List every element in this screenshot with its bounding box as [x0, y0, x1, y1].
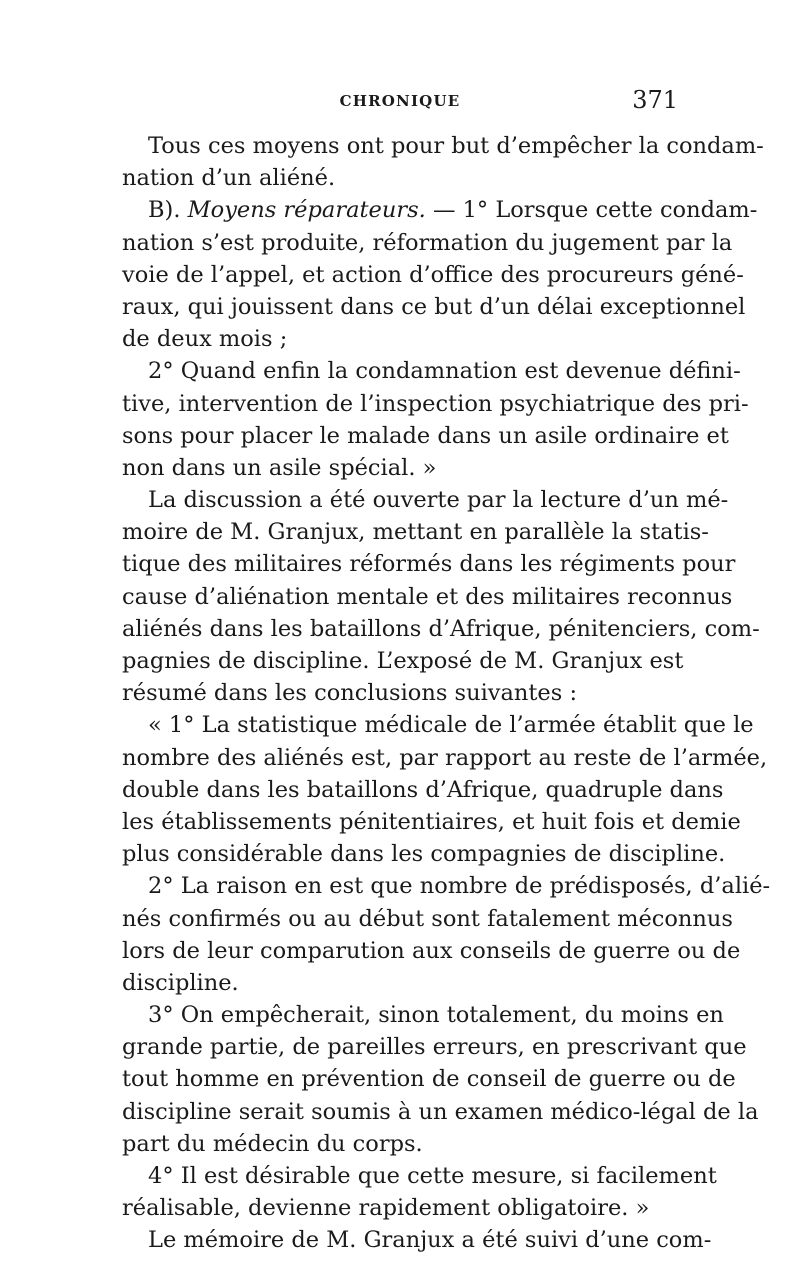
page-number: 371 — [632, 86, 678, 114]
running-title: CHRONIQUE — [339, 92, 461, 110]
text-line: non dans un asile spécial. » — [122, 454, 437, 481]
text-line: aliénés dans les bataillons d’Afrique, pénitenciers, com- — [122, 615, 760, 642]
text-line: voie de l’appel, et action d’office des procureurs géné- — [122, 261, 744, 288]
text-line — [122, 194, 758, 226]
running-head — [122, 86, 678, 120]
text-line: « 1° La statistique médicale de l’armée établit que le — [148, 712, 754, 739]
text-line: sons pour placer le malade dans un asile ordinaire et — [122, 422, 729, 449]
text-line: nombre des aliénés est, par rapport au reste de l’armée, — [122, 744, 768, 771]
text-line: double dans les bataillons d’Afrique, quadruple dans — [122, 776, 724, 803]
text-line: discipline serait soumis à un examen médico-légal de la — [122, 1098, 759, 1125]
text-line: 4° Il est désirable que cette mesure, si facilement — [148, 1163, 717, 1189]
text-line: nés confirmés ou au début sont fatalement méconnus — [122, 905, 733, 932]
text-line: les établissements pénitentiaires, et huit fois et demie — [122, 808, 741, 835]
text-line: de deux mois ; — [122, 326, 288, 353]
text-line: 2° La raison en est que nombre de prédisposés, d’alié- — [148, 873, 771, 900]
text-line: La discussion a été ouverte par la lecture d’un mé- — [148, 487, 729, 514]
text-line: résumé dans les conclusions suivantes : — [122, 680, 578, 707]
text-line: 3° On empêcherait, sinon totalement, du moins en — [148, 1002, 724, 1029]
text-line: réalisable, devienne rapidement obligatoire. » — [122, 1195, 650, 1222]
body-text — [122, 130, 771, 1257]
text-line-prefix: B). — [148, 197, 188, 224]
text-line: tive, intervention de l’inspection psychiatrique des pri- — [122, 390, 749, 417]
text-line-suffix: — 1° Lorsque cette condam- — [425, 197, 758, 224]
text-line: nation d’un aliéné. — [122, 165, 336, 192]
text-line: tout homme en prévention de conseil de guerre ou de — [122, 1066, 736, 1093]
text-line: plus considérable dans les compagnies de discipline. — [122, 841, 726, 868]
text-line: nation s’est produite, réformation du jugement par la — [122, 229, 733, 256]
text-line: 2° Quand enfin la condamnation est devenue défini- — [148, 358, 741, 385]
text-line: grande partie, de pareilles erreurs, en prescrivant que — [122, 1034, 747, 1061]
text-line: part du médecin du corps. — [122, 1130, 423, 1157]
text-line: pagnies de discipline. L’exposé de M. Granjux est — [122, 648, 684, 674]
text-line: discipline. — [122, 969, 239, 996]
italic-heading: Moyens réparateurs. — [187, 197, 426, 224]
text-line: Tous ces moyens ont pour but d’empêcher la condam- — [148, 133, 764, 159]
text-line: raux, qui jouissent dans ce but d’un délai exceptionnel — [122, 293, 746, 320]
text-line: moire de M. Granjux, mettant en parallèle la statis- — [122, 519, 709, 546]
text-line: lors de leur comparution aux conseils de guerre ou de — [122, 937, 741, 964]
text-line: Le mémoire de M. Granjux a été suivi d’une com- — [148, 1227, 712, 1254]
text-line: tique des militaires réformés dans les régiments pour — [122, 551, 736, 578]
text-line: cause d’aliénation mentale et des militaires reconnus — [122, 583, 733, 610]
